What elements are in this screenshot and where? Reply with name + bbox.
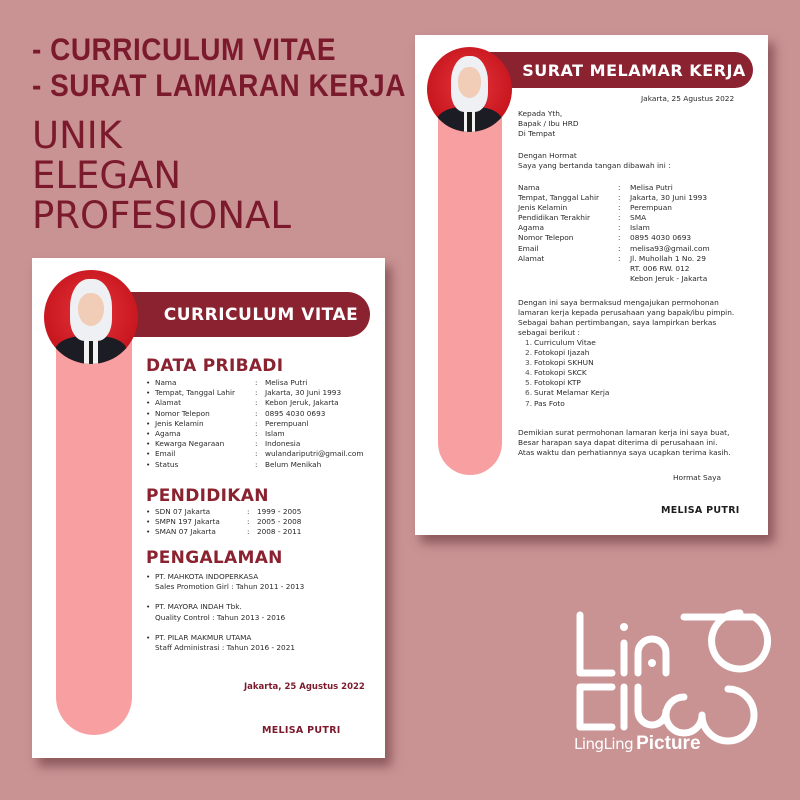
education-row: • SMPN 197 Jakarta : 2005 - 2008 [146, 517, 302, 527]
attachment-item: 5. Fotokopi KTP [525, 378, 581, 388]
personal-row: • Agama : Islam [146, 429, 285, 439]
brand-name-thin: LingLing [574, 735, 634, 753]
section-heading-education: PENDIDIKAN [146, 486, 269, 506]
experience-item: • PT. MAHKOTA INDOPERKASA Sales Promotion Girl : Tahun 2011 - 2013 [146, 572, 305, 592]
promo-tags [32, 116, 406, 236]
field-row: RT. 006 RW. 012 [630, 263, 690, 273]
field-row: Pendidikan Terakhir : SMA [518, 213, 647, 223]
cv-signature: MELISA PUTRI [262, 725, 341, 736]
personal-row: • Tempat, Tanggal Lahir : Jakarta, 30 Juni 1993 [146, 388, 342, 398]
recipient-line: Bapak / Ibu HRD [518, 119, 579, 129]
field-row: Email : melisa93@gmail.com [518, 243, 710, 253]
decorative-pill [438, 95, 502, 475]
attachment-item: 4. Fotokopi SKCK [525, 368, 587, 378]
application-letter-preview [415, 35, 768, 535]
personal-row: • Nomor Telepon : 0895 4030 0693 [146, 408, 326, 418]
letter-personal-fields [518, 183, 710, 284]
experience-item: • PT. MAYORA INDAH Tbk. Quality Control : Tahun 2013 - 2016 [146, 602, 286, 622]
promo-tag-unik: UNIK [32, 114, 122, 157]
recipient-line: Di Tempat [518, 129, 556, 139]
field-row: Agama : Islam [518, 223, 650, 233]
curriculum-vitae-preview [32, 258, 385, 758]
field-row: Kebon Jeruk - Jakarta [630, 273, 708, 283]
attachment-item: 7. Pas Foto [525, 398, 565, 408]
experience-list [146, 572, 304, 663]
personal-data-list [146, 378, 363, 470]
attachment-list [525, 338, 609, 409]
brand-wordmark [574, 733, 701, 755]
personal-row: • Nama : Melisa Putri [146, 378, 308, 387]
recipient-line: Kepada Yth, [518, 109, 563, 118]
cv-date: Jakarta, 25 Agustus 2022 [244, 682, 365, 692]
section-heading-personal: DATA PRIBADI [146, 356, 284, 376]
personal-row: • Email : wulandariputri@gmail.com [146, 449, 364, 459]
experience-item: • PT. PILAR MAKMUR UTAMA Staff Administrasi : Tahun 2016 - 2021 [146, 632, 295, 653]
promo-bullet-letter: - SURAT LAMARAN KERJA [32, 68, 406, 103]
promo-tag-elegan: ELEGAN [32, 154, 182, 197]
education-row: • SMAN 07 Jakarta : 2008 - 2011 [146, 527, 302, 537]
letter-closing: Demikian surat permohonan lamaran kerja ini saya buat, Besar harapan saya dapat diterima di perusahaan ini. Atas waktu dan perhatiannya saya ucapkan terima kasih. [518, 428, 731, 458]
profile-photo [44, 270, 138, 364]
personal-row: • Kewarga Negaraan : Indonesia [146, 439, 301, 449]
letter-date: Jakarta, 25 Agustus 2022 [641, 94, 735, 103]
letter-regards: Hormat Saya [673, 473, 722, 482]
field-row: Nomor Telepon : 0895 4030 0693 [518, 233, 692, 243]
promo-headline [32, 30, 406, 236]
field-row: Alamat : Jl. Muhollah 1 No. 29 [518, 253, 706, 263]
promo-tag-profesional: PROFESIONAL [32, 194, 291, 237]
letter-signature: MELISA PUTRI [661, 505, 740, 516]
letter-body: Dengan ini saya bermaksud mengajukan permohonan lamaran kerja kepada perusahaan yang bapak/ibu pimpin. Sebagai bahan pertimbangan, saya lampirkan berkas sebagai berikut : [518, 298, 735, 338]
brand-name-bold: Picture [636, 733, 701, 754]
personal-row: • Status : Belum Menikah [146, 459, 322, 469]
attachment-item: 6. Surat Melamar Kerja [525, 388, 610, 398]
education-row: • SDN 07 Jakarta : 1999 - 2005 [146, 507, 302, 516]
cv-title-banner: CURRICULUM VITAE [102, 292, 370, 337]
promo-bullet-cv: - CURRICULUM VITAE [32, 32, 337, 67]
personal-row: • Jenis Kelamin : Perempuanl [146, 418, 309, 428]
greeting-line: Dengan Hormat [518, 151, 577, 160]
field-row: Tempat, Tanggal Lahir : Jakarta, 30 Juni 1993 [518, 193, 708, 203]
letter-recipient [518, 109, 579, 139]
attachment-item: 1. Curriculum Vitae [525, 338, 596, 347]
attachment-item: 3. Fotokopi SKHUN [525, 358, 594, 368]
personal-row: • Alamat : Kebon Jeruk, Jakarta [146, 398, 339, 408]
letter-greeting [518, 151, 671, 171]
decorative-pill [56, 318, 132, 735]
field-row: Nama : Melisa Putri [518, 183, 673, 192]
greeting-line: Saya yang bertanda tangan dibawah ini : [518, 161, 671, 171]
education-list [146, 507, 301, 538]
section-heading-experience: PENGALAMAN [146, 548, 283, 568]
attachment-item: 2. Fotokopi Ijazah [525, 348, 590, 358]
profile-photo [427, 47, 512, 132]
letter-title-banner: SURAT MELAMAR KERJA [475, 52, 753, 88]
field-row: Jenis Kelamin : Perempuan [518, 203, 672, 213]
